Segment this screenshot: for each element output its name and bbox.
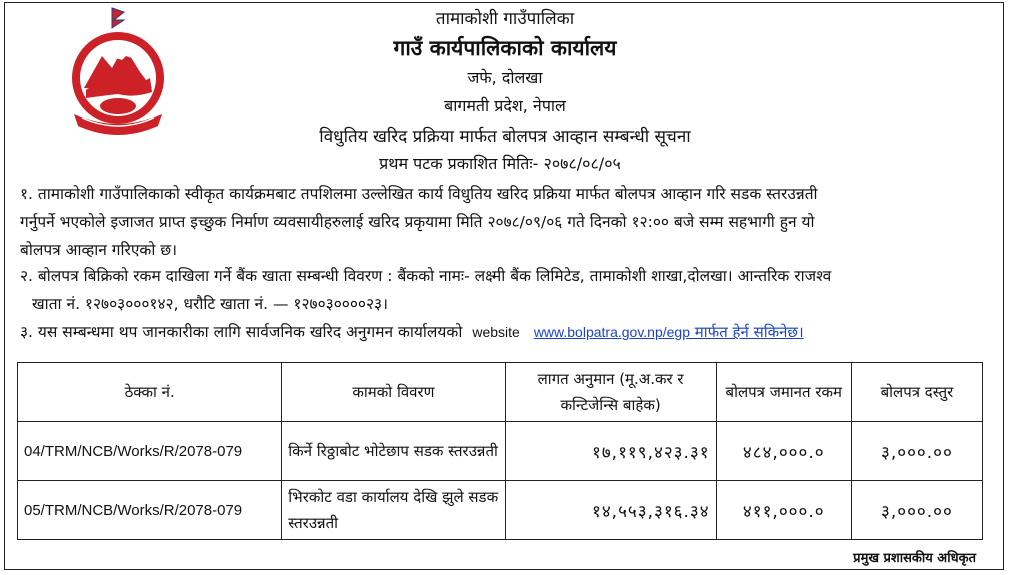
header-work-description: कामको विवरण — [282, 363, 505, 422]
paragraph-3 — [20, 318, 1000, 346]
paragraph-2-line-1: २. बोलपत्र बिक्रिको रकम दाखिला गर्ने बैंक खाता सम्बन्धी विवरण : बैंकको नामः- लक्ष्मी बैंक लिमिटेड, तामाकोशी शाखा,दोलखा। आन्तरिक राजश्व — [20, 267, 832, 285]
office-location: जफे, दोलखा — [467, 68, 543, 87]
bid-security: ४८४,०००.० — [716, 422, 851, 481]
paragraph-2 — [20, 262, 1000, 318]
header-cost-estimate: लागत अनुमान (मू.अ.कर र कन्टिजेन्सि बाहेक) — [505, 363, 716, 422]
work-description: भिरकोट वडा कार्यालय देखि झुले सडक स्तरउन्नती — [282, 481, 505, 540]
province-name: बागमती प्रदेश, नेपाल — [444, 96, 566, 115]
contract-code: 04/TRM/NCB/Works/R/2078-079 — [18, 422, 282, 481]
contract-code: 05/TRM/NCB/Works/R/2078-079 — [18, 481, 282, 540]
publish-date: प्रथम पटक प्रकाशित मितिः- २०७८/०८/०५ — [379, 154, 621, 173]
table-row — [18, 422, 983, 481]
header-bid-security: बोलपत्र जमानत रकम — [716, 363, 851, 422]
paragraph-3-text: ३. यस सम्बन्धमा थप जानकारीका लागि सार्वजनिक खरिद अनुगमन कार्यालयको — [20, 323, 463, 341]
header-contract-no: ठेक्का नं. — [18, 363, 282, 422]
work-description: किर्ने रिठ्ठाबोट भोटेछाप सडक स्तरउन्नती — [282, 422, 505, 481]
contracts-table — [17, 362, 983, 540]
bolpatra-link-url: www.bolpatra.gov.np/egp — [533, 324, 690, 340]
paragraph-1-line-3: बोलपत्र आव्हान गरिएको छ। — [20, 241, 177, 259]
website-label: website — [472, 324, 520, 340]
bid-fee: ३,०००.०० — [851, 481, 982, 540]
paragraph-2-line-2: खाता नं. १२७०३०००१४२, धरौटि खाता नं. — १२७०३००००२३। — [32, 295, 388, 313]
signature-title: प्रमुख प्रशासकीय अधिकृत — [853, 551, 976, 566]
bid-fee: ३,०००.०० — [851, 422, 982, 481]
municipality-name: तामाकोशी गाउँपालिका — [435, 9, 575, 29]
notice-title: विधुतिय खरिद प्रक्रिया मार्फत बोलपत्र आव्हान सम्बन्धी सूचना — [319, 127, 691, 147]
bolpatra-link-suffix: मार्फत हेर्न सकिनेछ। — [690, 323, 804, 341]
paragraph-1-line-1: १. तामाकोशी गाउँपालिकाको स्वीकृत कार्यक्रमबाट तपशिलमा उल्लेखित कार्य विधुतिय खरिद प्रक्रिया मार्फत बोलपत्र आव्हान गरि सडक स्तरउन्नती — [20, 185, 818, 203]
table-header-row — [18, 363, 983, 422]
office-name: गाउँ कार्यपालिकाको कार्यालय — [393, 36, 617, 60]
bolpatra-link[interactable] — [534, 324, 804, 340]
header-bid-fee: बोलपत्र दस्तुर — [851, 363, 982, 422]
paragraph-1-line-2: गर्नुपर्ने भएकोले इजाजत प्राप्त इच्छुक निर्माण व्यवसायीहरुलाई खरिद प्रकृयामा मिति २०७८/०९/०६ गते दिनको १२:०० बजे सम्म सहभागी हुन यो — [20, 213, 815, 231]
paragraph-1 — [20, 180, 1000, 264]
cost-estimate: १७,११९,४२३.३१ — [505, 422, 716, 481]
table-row — [18, 481, 983, 540]
cost-estimate: १४,५५३,३१६.३४ — [505, 481, 716, 540]
bid-security: ४११,०००.० — [716, 481, 851, 540]
